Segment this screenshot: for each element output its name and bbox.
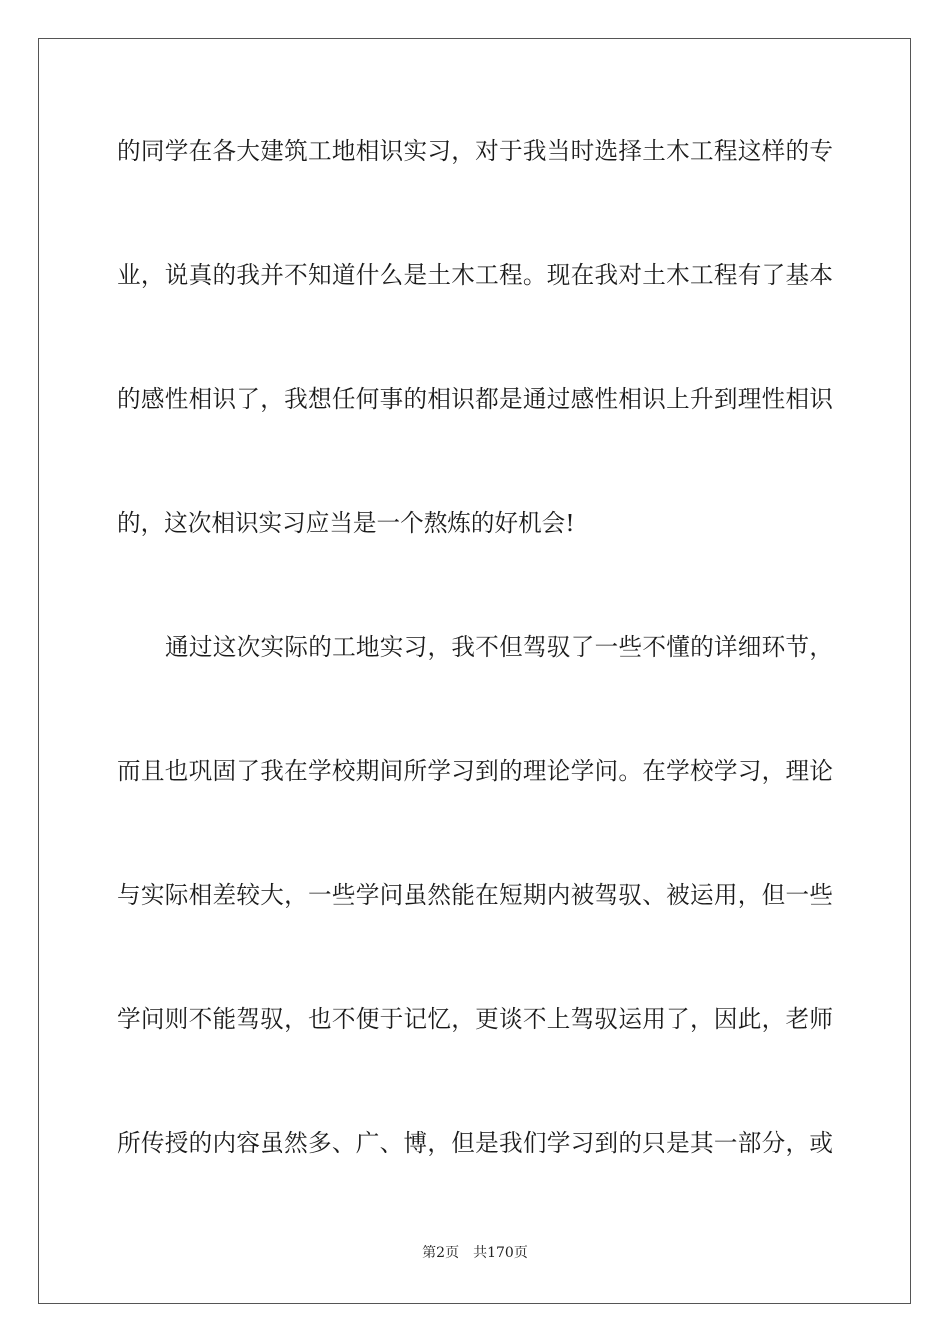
paragraph-line: 与实际相差较大，一些学问虽然能在短期内被驾驭、被运用，但一些 <box>117 881 833 909</box>
paragraph-line: 学问则不能驾驭，也不便于记忆，更谈不上驾驭运用了，因此，老师 <box>117 1005 833 1033</box>
page-border <box>38 38 911 1304</box>
paragraph-line: 的感性相识了，我想任何事的相识都是通过感性相识上升到理性相识 <box>117 385 833 413</box>
paragraph-line: 的，这次相识实习应当是一个熬炼的好机会! <box>117 509 575 537</box>
paragraph-line: 所传授的内容虽然多、广、博，但是我们学习到的只是其一部分，或 <box>117 1129 833 1157</box>
paragraph-line: 的同学在各大建筑工地相识实习，对于我当时选择土木工程这样的专 <box>117 137 833 165</box>
page-footer <box>0 1243 950 1263</box>
paragraph-line-indented: 通过这次实际的工地实习，我不但驾驭了一些不懂的详细环节， <box>165 633 833 661</box>
page-number: 第2页 <box>422 1245 460 1261</box>
paragraph-line: 而且也巩固了我在学校期间所学习到的理论学问。在学校学习，理论 <box>117 757 833 785</box>
page-total: 共170页 <box>473 1245 528 1261</box>
paragraph-line: 业，说真的我并不知道什么是土木工程。现在我对土木工程有了基本 <box>117 261 833 289</box>
